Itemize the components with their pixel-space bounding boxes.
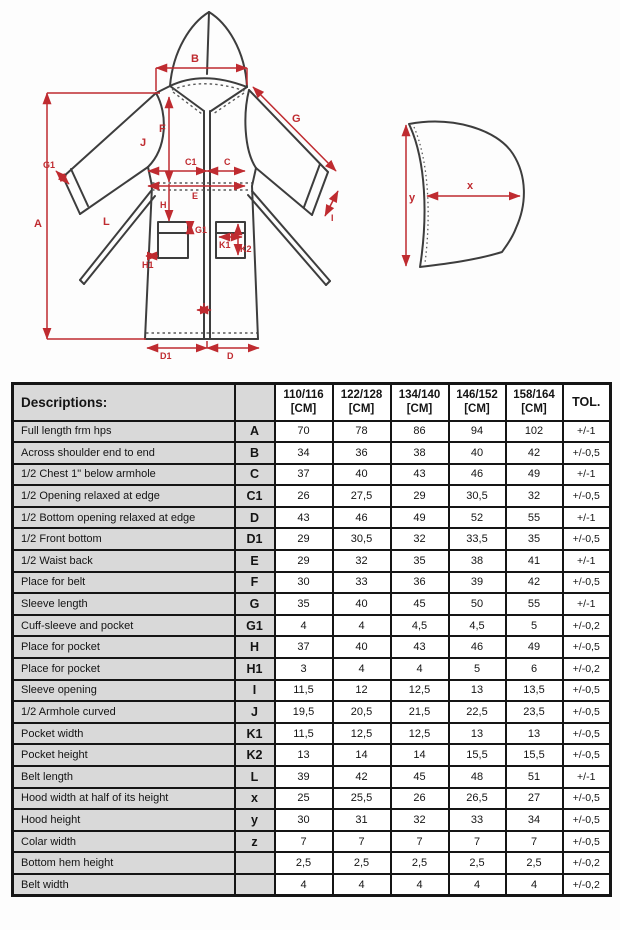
cell-value: 25,5 [333, 788, 391, 810]
cell-value: 7 [333, 831, 391, 853]
cell-description: Bottom hem height [13, 852, 235, 874]
cell-value: 12,5 [391, 723, 449, 745]
cell-value: 32 [391, 528, 449, 550]
cell-tolerance: +/-1 [563, 507, 611, 529]
cell-value: 21,5 [391, 701, 449, 723]
cell-value: 45 [391, 593, 449, 615]
hood-outline [409, 122, 524, 267]
cell-code [235, 874, 275, 896]
cell-code: G [235, 593, 275, 615]
dim-label-g: G [292, 113, 301, 125]
cell-value: 4 [333, 615, 391, 637]
cell-description: Belt width [13, 874, 235, 896]
size-table-section [0, 378, 620, 897]
size-column-header: 146/152 [CM] [449, 384, 506, 421]
cell-value: 41 [506, 550, 563, 572]
cell-value: 40 [333, 636, 391, 658]
cell-tolerance: +/-1 [563, 464, 611, 486]
table-row [13, 485, 611, 507]
dim-label-d1: D1 [160, 351, 172, 361]
cell-value: 34 [506, 809, 563, 831]
cell-code: L [235, 766, 275, 788]
cell-value: 29 [275, 550, 333, 572]
cell-value: 29 [391, 485, 449, 507]
cell-tolerance: +/-0,5 [563, 744, 611, 766]
cell-code [235, 852, 275, 874]
cell-description: Cuff-sleeve and pocket [13, 615, 235, 637]
cell-code: D [235, 507, 275, 529]
cell-value: 52 [449, 507, 506, 529]
code-column-header [235, 384, 275, 421]
cell-code: J [235, 701, 275, 723]
cell-value: 49 [391, 507, 449, 529]
dim-label-g1-cuff: G1 [43, 160, 56, 170]
cell-value: 30,5 [449, 485, 506, 507]
cell-value: 55 [506, 593, 563, 615]
table-row [13, 528, 611, 550]
cell-value: 38 [391, 442, 449, 464]
cell-value: 14 [391, 744, 449, 766]
cell-code: C1 [235, 485, 275, 507]
cell-tolerance: +/-1 [563, 421, 611, 443]
garment-technical-drawing [0, 0, 620, 378]
cell-value: 31 [333, 809, 391, 831]
cell-value: 49 [506, 464, 563, 486]
cell-code: K2 [235, 744, 275, 766]
cell-value: 6 [506, 658, 563, 680]
cell-value: 37 [275, 636, 333, 658]
cell-value: 4 [449, 874, 506, 896]
cell-description: 1/2 Armhole curved [13, 701, 235, 723]
cell-description: Sleeve opening [13, 680, 235, 702]
table-row [13, 809, 611, 831]
cell-value: 34 [275, 442, 333, 464]
table-row [13, 831, 611, 853]
cell-value: 19,5 [275, 701, 333, 723]
cell-value: 7 [391, 831, 449, 853]
cell-value: 39 [449, 572, 506, 594]
dim-label-k2: K2 [240, 244, 252, 254]
cell-value: 30 [275, 809, 333, 831]
left-pocket [158, 222, 188, 258]
cell-value: 51 [506, 766, 563, 788]
table-row [13, 636, 611, 658]
cell-value: 2,5 [506, 852, 563, 874]
cell-value: 86 [391, 421, 449, 443]
cell-value: 14 [333, 744, 391, 766]
cell-value: 40 [333, 593, 391, 615]
cell-value: 42 [506, 442, 563, 464]
table-row [13, 421, 611, 443]
cell-description: Belt length [13, 766, 235, 788]
table-row [13, 615, 611, 637]
cell-tolerance: +/-0,5 [563, 831, 611, 853]
cell-value: 78 [333, 421, 391, 443]
cell-value: 43 [275, 507, 333, 529]
cell-code: x [235, 788, 275, 810]
cell-value: 15,5 [449, 744, 506, 766]
cell-value: 30 [275, 572, 333, 594]
cell-value: 13,5 [506, 680, 563, 702]
cell-code: z [235, 831, 275, 853]
dimension-lines [47, 68, 338, 348]
cell-value: 7 [449, 831, 506, 853]
cell-code: F [235, 572, 275, 594]
cell-value: 49 [506, 636, 563, 658]
cell-tolerance: +/-0,2 [563, 615, 611, 637]
cell-value: 4 [391, 658, 449, 680]
cell-description: Place for pocket [13, 636, 235, 658]
dim-label-i: I [331, 213, 334, 223]
cell-value: 35 [391, 550, 449, 572]
cell-value: 40 [449, 442, 506, 464]
cell-value: 2,5 [449, 852, 506, 874]
cell-value: 4,5 [449, 615, 506, 637]
cell-description: Hood width at half of its height [13, 788, 235, 810]
cell-description: Full length frm hps [13, 421, 235, 443]
cell-tolerance: +/-0,5 [563, 572, 611, 594]
cell-description: Sleeve length [13, 593, 235, 615]
cell-value: 35 [506, 528, 563, 550]
cell-value: 35 [275, 593, 333, 615]
table-row [13, 701, 611, 723]
cell-tolerance: +/-0,5 [563, 442, 611, 464]
cell-tolerance: +/-0,5 [563, 788, 611, 810]
cell-tolerance: +/-0,5 [563, 701, 611, 723]
cell-code: G1 [235, 615, 275, 637]
cell-code: C [235, 464, 275, 486]
cell-tolerance: +/-1 [563, 766, 611, 788]
cell-tolerance: +/-0,5 [563, 809, 611, 831]
dim-label-f: F [159, 123, 166, 135]
cell-tolerance: +/-0,5 [563, 723, 611, 745]
cell-value: 13 [275, 744, 333, 766]
size-column-header: 134/140 [CM] [391, 384, 449, 421]
table-row [13, 766, 611, 788]
cell-value: 30,5 [333, 528, 391, 550]
cell-value: 2,5 [275, 852, 333, 874]
measurement-diagram [0, 0, 620, 378]
cell-value: 26,5 [449, 788, 506, 810]
cell-value: 33 [333, 572, 391, 594]
cell-value: 11,5 [275, 680, 333, 702]
cell-value: 29 [275, 528, 333, 550]
cell-code: B [235, 442, 275, 464]
cell-tolerance: +/-0,2 [563, 874, 611, 896]
cell-value: 32 [333, 550, 391, 572]
cell-value: 33 [449, 809, 506, 831]
cell-value: 32 [506, 485, 563, 507]
cell-value: 12,5 [391, 680, 449, 702]
cell-tolerance: +/-0,5 [563, 485, 611, 507]
cell-value: 26 [275, 485, 333, 507]
cell-code: I [235, 680, 275, 702]
cell-value: 4 [275, 874, 333, 896]
cell-value: 4 [333, 658, 391, 680]
table-row [13, 723, 611, 745]
cell-value: 20,5 [333, 701, 391, 723]
cell-value: 13 [449, 723, 506, 745]
cell-code: H [235, 636, 275, 658]
cell-value: 43 [391, 464, 449, 486]
cell-value: 36 [391, 572, 449, 594]
dimension-arrow-g [253, 87, 336, 171]
cell-description: Place for pocket [13, 658, 235, 680]
cell-value: 4,5 [391, 615, 449, 637]
cell-tolerance: +/-1 [563, 550, 611, 572]
cell-tolerance: +/-0,5 [563, 636, 611, 658]
cell-description: 1/2 Chest 1" below armhole [13, 464, 235, 486]
dim-label-h: H [160, 200, 167, 210]
cell-value: 12,5 [333, 723, 391, 745]
size-column-header: 158/164 [CM] [506, 384, 563, 421]
cell-description: 1/2 Opening relaxed at edge [13, 485, 235, 507]
cell-description: 1/2 Front bottom [13, 528, 235, 550]
table-row [13, 788, 611, 810]
size-table-body [13, 421, 611, 896]
dim-label-y: y [409, 192, 416, 204]
table-row [13, 658, 611, 680]
cell-value: 13 [506, 723, 563, 745]
cell-value: 42 [333, 766, 391, 788]
cell-code: E [235, 550, 275, 572]
cell-value: 42 [506, 572, 563, 594]
dim-label-j: J [140, 137, 147, 149]
cell-tolerance: +/-0,5 [563, 528, 611, 550]
cell-value: 94 [449, 421, 506, 443]
cell-value: 27,5 [333, 485, 391, 507]
cell-value: 23,5 [506, 701, 563, 723]
dim-label-a: A [34, 218, 42, 230]
dim-label-h1: H1 [142, 260, 154, 270]
table-header-row [13, 384, 611, 421]
cell-tolerance: +/-0,5 [563, 680, 611, 702]
table-row [13, 507, 611, 529]
cell-description: Hood height [13, 809, 235, 831]
cell-value: 55 [506, 507, 563, 529]
cell-value: 102 [506, 421, 563, 443]
descriptions-header: Descriptions: [13, 384, 235, 421]
cell-value: 15,5 [506, 744, 563, 766]
cell-value: 38 [449, 550, 506, 572]
cell-value: 37 [275, 464, 333, 486]
cell-value: 50 [449, 593, 506, 615]
dim-label-c: C [224, 157, 231, 167]
dim-label-x: x [467, 180, 474, 192]
cell-value: 48 [449, 766, 506, 788]
cell-value: 4 [391, 874, 449, 896]
size-column-header: 110/116 [CM] [275, 384, 333, 421]
cell-tolerance: +/-0,2 [563, 658, 611, 680]
cell-value: 70 [275, 421, 333, 443]
cell-value: 45 [391, 766, 449, 788]
dim-label-k1: K1 [219, 240, 231, 250]
dim-label-g1-pocket: G1 [195, 225, 208, 235]
table-row [13, 572, 611, 594]
cell-value: 7 [506, 831, 563, 853]
cell-value: 4 [275, 615, 333, 637]
table-row [13, 464, 611, 486]
cell-description: Colar width [13, 831, 235, 853]
cell-value: 46 [449, 636, 506, 658]
cell-value: 2,5 [391, 852, 449, 874]
cell-code: A [235, 421, 275, 443]
cell-description: 1/2 Waist back [13, 550, 235, 572]
cell-code: y [235, 809, 275, 831]
cell-value: 4 [333, 874, 391, 896]
table-row [13, 874, 611, 896]
cell-value: 36 [333, 442, 391, 464]
cell-description: 1/2 Bottom opening relaxed at edge [13, 507, 235, 529]
dim-label-c1: C1 [185, 157, 197, 167]
table-row [13, 442, 611, 464]
dim-label-e: E [192, 191, 199, 201]
cell-value: 7 [275, 831, 333, 853]
cell-value: 2,5 [333, 852, 391, 874]
cell-value: 43 [391, 636, 449, 658]
cell-value: 25 [275, 788, 333, 810]
table-row [13, 550, 611, 572]
cell-value: 39 [275, 766, 333, 788]
dim-label-b: B [191, 53, 199, 65]
cell-value: 5 [449, 658, 506, 680]
cell-value: 4 [506, 874, 563, 896]
cell-value: 33,5 [449, 528, 506, 550]
cell-value: 22,5 [449, 701, 506, 723]
cell-description: Place for belt [13, 572, 235, 594]
cell-description: Pocket width [13, 723, 235, 745]
size-table [11, 382, 612, 897]
cell-code: K1 [235, 723, 275, 745]
cell-tolerance: +/-0,2 [563, 852, 611, 874]
cell-description: Pocket height [13, 744, 235, 766]
size-column-header: 122/128 [CM] [333, 384, 391, 421]
hood-detail [406, 122, 524, 267]
cell-value: 40 [333, 464, 391, 486]
cell-code: D1 [235, 528, 275, 550]
tolerance-header: TOL. [563, 384, 611, 421]
cell-description: Across shoulder end to end [13, 442, 235, 464]
table-row [13, 680, 611, 702]
cell-value: 5 [506, 615, 563, 637]
dim-label-d: D [227, 351, 234, 361]
cell-value: 46 [449, 464, 506, 486]
cell-value: 3 [275, 658, 333, 680]
cell-value: 46 [333, 507, 391, 529]
cell-value: 32 [391, 809, 449, 831]
cell-value: 12 [333, 680, 391, 702]
cell-tolerance: +/-1 [563, 593, 611, 615]
cell-value: 13 [449, 680, 506, 702]
table-row [13, 852, 611, 874]
table-row [13, 744, 611, 766]
cell-value: 11,5 [275, 723, 333, 745]
cell-code: H1 [235, 658, 275, 680]
table-row [13, 593, 611, 615]
cell-value: 26 [391, 788, 449, 810]
dim-label-l: L [103, 216, 110, 228]
hood-front-stitch [414, 127, 428, 263]
cell-value: 27 [506, 788, 563, 810]
